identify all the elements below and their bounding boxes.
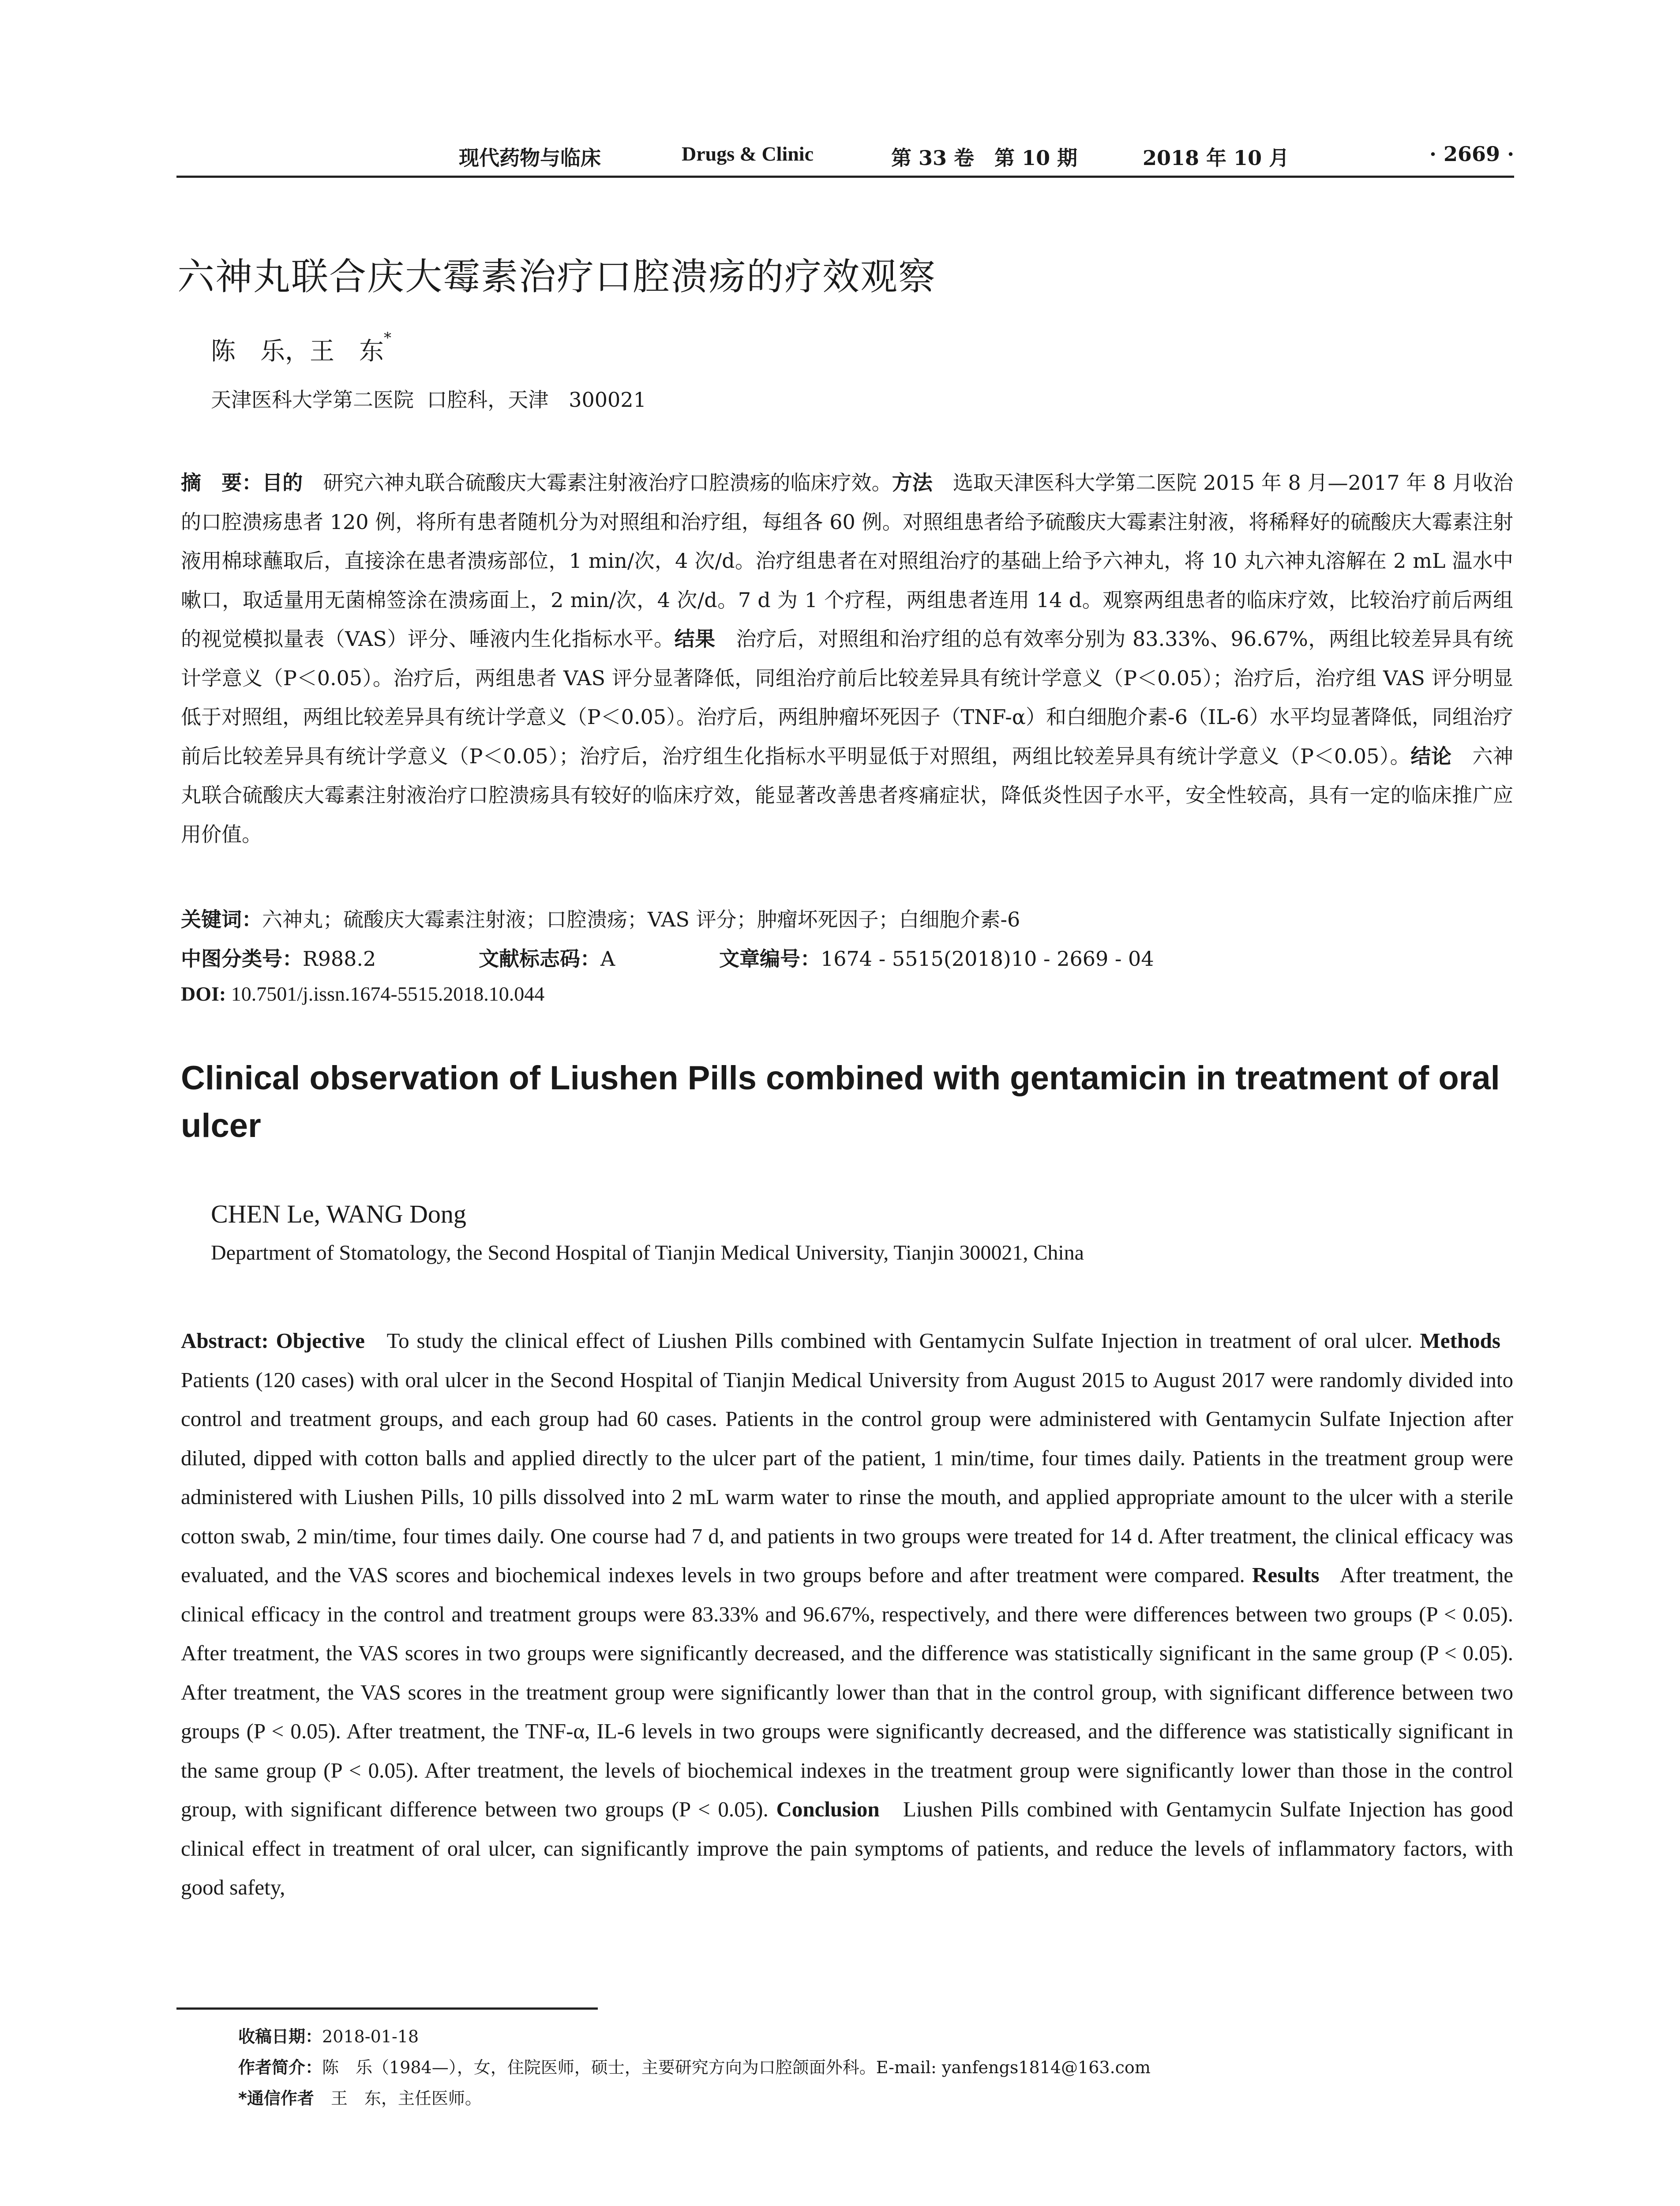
doc-code-value: A	[600, 947, 615, 971]
doi-line	[181, 982, 544, 1005]
cn-methods-text: 选取天津医科大学第二医院 2015 年 8 月—2017 年 8 月收治的口腔溃疡患者 120 例，将所有患者随机分为对照组和治疗组，每组各 60 例。对照组患者给予硫酸庆大霉素注射液，将稀释好的硫酸庆大霉素注射液用棉球蘸取后，直接涂在患者溃疡部位，1 min/次，4 次/d。治疗组患者在对照组治疗的基础上给予六神丸，将 10 丸六神丸溶解在 2 mL 温水中嗽口，取适量用无菌棉签涂在溃疡面上，2 min/次，4 次/d。7 d 为 1 个疗程，两组患者连用 14 d。观察两组患者的临床疗效，比较治疗前后两组的视觉模拟量表（VAS）评分、唾液内生化指标水平。	[181, 471, 1514, 651]
cn-objective-text: 研究六神丸联合硫酸庆大霉素注射液治疗口腔溃疡的临床疗效。	[303, 471, 892, 495]
article-no-value: 1674 - 5515(2018)10 - 2669 - 04	[821, 947, 1154, 971]
corresponding-label: *通信作者	[238, 2089, 314, 2108]
corresponding-mark: *	[384, 329, 391, 347]
issue-date: 2018 年 10 月	[1143, 146, 1290, 170]
en-abstract-label: Abstract:	[181, 1328, 269, 1353]
journal-name-cn: 现代药物与临床	[459, 146, 601, 170]
en-conclusion-label: Conclusion	[776, 1797, 880, 1821]
article-no-line	[719, 943, 1154, 972]
en-objective-label: Objective	[276, 1328, 365, 1353]
en-methods-text: Patients (120 cases) with oral ulcer in the Second Hospital of Tianjin Medical University from August 2015 to August 2017 were randomly divided into control and treatment groups, and each group had 60 cases. Patients in the control group were administered with Gentamycin Sulfate Injection after diluted, dipped with cotton balls and applied directly to the ulcer part of the patient, 1 min/time, four times daily. Patients in the treatment group were administered with Liushen Pills, 10 pills dissolved into 2 mL warm water to rinse the mouth, and applied appropriate amount to the ulcer with a sterile cotton swab, 2 min/time, four times daily. One course had 7 d, and patients in two groups were treated for 14 d. After treatment, the clinical efficacy was evaluated, and the VAS scores and biochemical indexes levels in two groups before and after treatment were compared.	[181, 1367, 1513, 1587]
received-date	[238, 2023, 419, 2047]
doc-code-label: 文献标志码：	[479, 947, 600, 971]
cn-title: 六神丸联合庆大霉素治疗口腔溃疡的疗效观察	[177, 255, 937, 298]
cn-methods-label: 方法	[892, 471, 933, 495]
received-value: 2018-01-18	[322, 2027, 419, 2046]
cn-results-label: 结果	[674, 627, 716, 651]
cn-conclusion-label: 结论	[1410, 744, 1452, 768]
corresponding-author	[238, 2085, 482, 2109]
article-no-label: 文章编号：	[719, 947, 821, 971]
doc-code-line	[479, 943, 615, 972]
doi-label: DOI:	[181, 983, 226, 1005]
cn-author-names: 陈 乐，王 东	[211, 337, 384, 366]
cn-objective-label: 目的	[262, 471, 303, 495]
clc-label: 中图分类号：	[181, 947, 303, 971]
cn-authors	[211, 329, 391, 367]
cn-abstract	[181, 463, 1513, 854]
footnote-rule	[176, 2007, 598, 2010]
en-methods-label: Methods	[1420, 1328, 1500, 1353]
en-abstract	[181, 1321, 1513, 1907]
en-affiliation: Department of Stomatology, the Second Hospital of Tianjin Medical University, Tianjin 300021, China	[211, 1241, 1084, 1264]
clc-line	[181, 943, 376, 972]
en-results-text: After treatment, the clinical efficacy in the control and treatment groups were 83.33% and 96.67%, respectively, and there were differences between two groups (P < 0.05). After treatment, the VAS scores in two groups were significantly decreased, and the difference was statistically significant in the same group (P < 0.05). After treatment, the VAS scores in the treatment group were significantly lower than that in the control group, with significant difference between two groups (P < 0.05). After treatment, the TNF-α, IL-6 levels in two groups were significantly decreased, and the difference was statistically significant in the same group (P < 0.05). After treatment, the levels of biochemical indexes in the treatment group were significantly lower than those in the control group, with significant difference between two groups (P < 0.05).	[181, 1563, 1514, 1821]
cn-results-text: 治疗后，对照组和治疗组的总有效率分别为 83.33%、96.67%，两组比较差异具有统计学意义（P＜0.05）。治疗后，两组患者 VAS 评分显著降低，同组治疗前后比较差异具有统计学意义（P＜0.05）；治疗后，治疗组 VAS 评分明显低于对照组，两组比较差异具有统计学意义（P＜0.05）。治疗后，两组肿瘤坏死因子（TNF-α）和白细胞介素-6（IL-6）水平均显著降低，同组治疗前后比较差异具有统计学意义（P＜0.05）；治疗后，治疗组生化指标水平明显低于对照组，两组比较差异具有统计学意义（P＜0.05）。	[181, 627, 1513, 768]
keywords-text: 六神丸；硫酸庆大霉素注射液；口腔溃疡；VAS 评分；肿瘤坏死因子；白细胞介素-6	[262, 908, 1020, 931]
clc-value: R988.2	[303, 947, 376, 971]
cn-conclusion-text: 六神丸联合硫酸庆大霉素注射液治疗口腔溃疡具有较好的临床疗效，能显著改善患者疼痛症状，降低炎性因子水平，安全性较高，具有一定的临床推广应用价值。	[181, 744, 1514, 846]
journal-name-en: Drugs & Clinic	[682, 143, 814, 165]
author-bio	[238, 2054, 1151, 2078]
corresponding-text: 王 东，主任医师。	[314, 2089, 482, 2108]
en-title: Clinical observation of Liushen Pills combined with gentamicin in treatment of oral ulcer	[181, 1059, 1500, 1144]
header-rule	[176, 176, 1514, 178]
keywords-label: 关键词：	[181, 908, 262, 931]
volume-issue: 第 33 卷 第 10 期	[891, 146, 1078, 170]
page-number: · 2669 ·	[1429, 142, 1515, 166]
en-objective-text: To study the clinical effect of Liushen Pills combined with Gentamycin Sulfate Injection in treatment of oral ulcer.	[386, 1328, 1413, 1353]
doi-value: 10.7501/j.issn.1674-5515.2018.10.044	[231, 983, 545, 1005]
author-bio-label: 作者简介：	[238, 2058, 322, 2077]
cn-affiliation: 天津医科大学第二医院 口腔科，天津 300021	[211, 388, 646, 412]
en-results-label: Results	[1252, 1563, 1320, 1587]
en-conclusion-text: Liushen Pills combined with Gentamycin Sulfate Injection has good clinical effect in treatment of oral ulcer, can significantly improve the pain symptoms of patients, and reduce the levels of inflammatory factors, with good safety,	[181, 1797, 1514, 1899]
cn-abstract-label: 摘 要：	[181, 471, 262, 495]
received-label: 收稿日期：	[238, 2027, 322, 2046]
cn-keywords	[181, 904, 1020, 933]
author-bio-text: 陈 乐（1984—），女，住院医师，硕士，主要研究方向为口腔颌面外科。E-mail: yanfengs1814@163.com	[322, 2058, 1151, 2077]
en-authors: CHEN Le, WANG Dong	[211, 1200, 466, 1228]
